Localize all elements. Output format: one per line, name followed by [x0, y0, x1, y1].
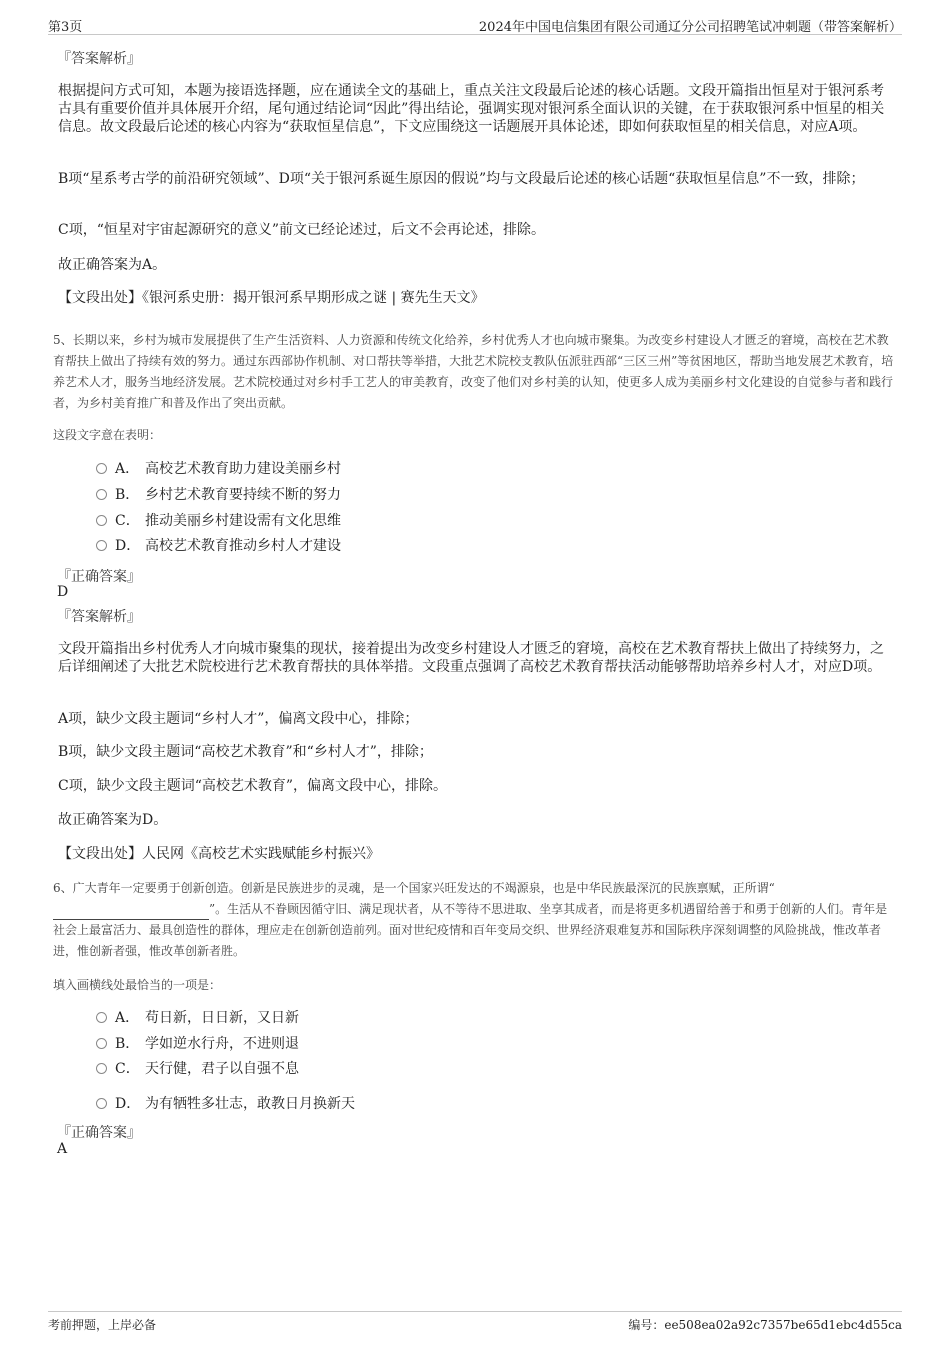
radio-icon[interactable]: [96, 1063, 107, 1074]
analysis-paragraph: C项，“恒星对宇宙起源研究的意义”前文已经论述过，后文不会再论述，排除。: [58, 222, 546, 238]
option-d[interactable]: D． 高校艺术教育推动乡村人才建设: [96, 536, 341, 556]
option-c[interactable]: C． 天行健，君子以自强不息: [96, 1059, 299, 1079]
question-stem: 5、长期以来，乡村为城市发展提供了生产生活资料、人力资源和传统文化给养，乡村优秀人才也向城市聚集。为改变乡村建设人才匮乏的窘境，高校在艺术教育帮扶上做出了持续有效的努力。通过东西部协作机制、对口帮扶等举措，大批艺术院校支教队伍派驻西部“三区三州”等贫困地区，帮助当地发展艺术教育，培养艺术人才，服务当地经济发展。艺术院校通过对乡村手工艺人的审美教育，改变了他们对乡村美的认知，使更多人成为美丽乡村文化建设的自觉参与者和践行者，为乡村美育推广和普及作出了突出贡献。: [53, 333, 894, 410]
correct-answer-label: 『正确答案』: [57, 1125, 141, 1141]
analysis-label: 『答案解析』: [57, 51, 141, 67]
correct-answer: D: [57, 584, 69, 600]
option-b[interactable]: B． 学如逆水行舟，不进则退: [96, 1034, 299, 1054]
option-c[interactable]: C． 推动美丽乡村建设需有文化思维: [96, 511, 341, 531]
radio-icon[interactable]: [96, 1038, 107, 1049]
radio-icon[interactable]: [96, 1012, 107, 1023]
question-prompt: 填入画横线处最恰当的一项是：: [53, 978, 222, 992]
radio-icon[interactable]: [96, 1098, 107, 1109]
source-citation: 【文段出处】《银河系史册：揭开银河系早期形成之谜 | 赛先生天文》: [58, 290, 485, 306]
radio-icon[interactable]: [96, 489, 107, 500]
option-a[interactable]: A． 高校艺术教育助力建设美丽乡村: [96, 459, 341, 479]
analysis-paragraph: 文段开篇指出乡村优秀人才向城市聚集的现状，接着提出为改变乡村建设人才匮乏的窘境，高校在艺术教育帮扶上做出了持续努力，之后详细阐述了大批艺术院校进行艺术教育帮扶的具体举措。文段重点强调了高校艺术教育帮扶活动能够帮助培养乡村人才，对应D项。: [58, 641, 884, 675]
analysis-paragraph: B项“星系考古学的前沿研究领域”、D项“关于银河系诞生原因的假说”均与文段最后论述的核心话题“获取恒星信息”不一致，排除；: [58, 171, 865, 187]
page-header: [48, 14, 902, 35]
radio-icon[interactable]: [96, 463, 107, 474]
analysis-paragraph: B项，缺少文段主题词“高校艺术教育”和“乡村人才”，排除；: [58, 744, 433, 760]
analysis-paragraph: C项，缺少文段主题词“高校艺术教育”，偏离文段中心，排除。: [58, 778, 448, 794]
option-b[interactable]: B． 乡村艺术教育要持续不断的努力: [96, 485, 341, 505]
question-stem: 6、广大青年一定要勇于创新创造。创新是民族进步的灵魂，是一个国家兴旺发达的不竭源泉，也是中华民族最深沉的民族禀赋，正所谓“”。生活从不眷顾因循守旧、满足现状者，从不等待不思进取、坐享其成者，而是将更多机遇留给善于和勇于创新的人们。青年是社会上最富活力、最具创造性的群体，理应走在创新创造前列。面对世纪疫情和百年变局交织、世界经济艰难复苏和国际秩序深刻调整的风险挑战，惟改革者进，惟创新者强，惟改革创新者胜。: [53, 881, 888, 958]
fill-in-blank: [53, 905, 209, 920]
source-citation: 【文段出处】人民网《高校艺术实践赋能乡村振兴》: [58, 846, 380, 862]
radio-icon[interactable]: [96, 515, 107, 526]
correct-answer-label: 『正确答案』: [57, 569, 141, 585]
option-a[interactable]: A． 苟日新，日日新，又日新: [96, 1008, 299, 1028]
correct-answer: A: [57, 1141, 68, 1157]
radio-icon[interactable]: [96, 540, 107, 551]
option-d[interactable]: D． 为有牺牲多壮志，敢教日月换新天: [96, 1094, 355, 1114]
analysis-paragraph: 根据提问方式可知，本题为接语选择题，应在通读全文的基础上，重点关注文段最后论述的核心话题。文段开篇指出恒星对于银河系考古具有重要价值并具体展开介绍，尾句通过结论词“因此”得出结论，强调实现对银河系全面认识的关键，在于获取银河系中恒星的相关信息。故文段最后论述的核心内容为“获取恒星信息”，下文应围绕这一话题展开具体论述，即如何获取恒星的相关信息，对应A项。: [58, 83, 885, 135]
footer-slogan: 考前押题，上岸必备: [48, 1318, 157, 1332]
page-number: 第3页: [48, 20, 83, 35]
analysis-paragraph: A项，缺少文段主题词“乡村人才”，偏离文段中心，排除；: [58, 711, 419, 727]
question-prompt: 这段文字意在表明：: [53, 428, 162, 442]
analysis-paragraph: 故正确答案为D。: [58, 812, 168, 828]
analysis-label: 『答案解析』: [57, 609, 141, 625]
document-id: 编号：ee508ea02a92c7357be65d1ebc4d55ca: [628, 1318, 902, 1332]
page-footer: [48, 1311, 902, 1336]
document-title: 2024年中国电信集团有限公司通辽分公司招聘笔试冲刺题（带答案解析）: [478, 20, 902, 35]
analysis-paragraph: 故正确答案为A。: [58, 257, 167, 273]
